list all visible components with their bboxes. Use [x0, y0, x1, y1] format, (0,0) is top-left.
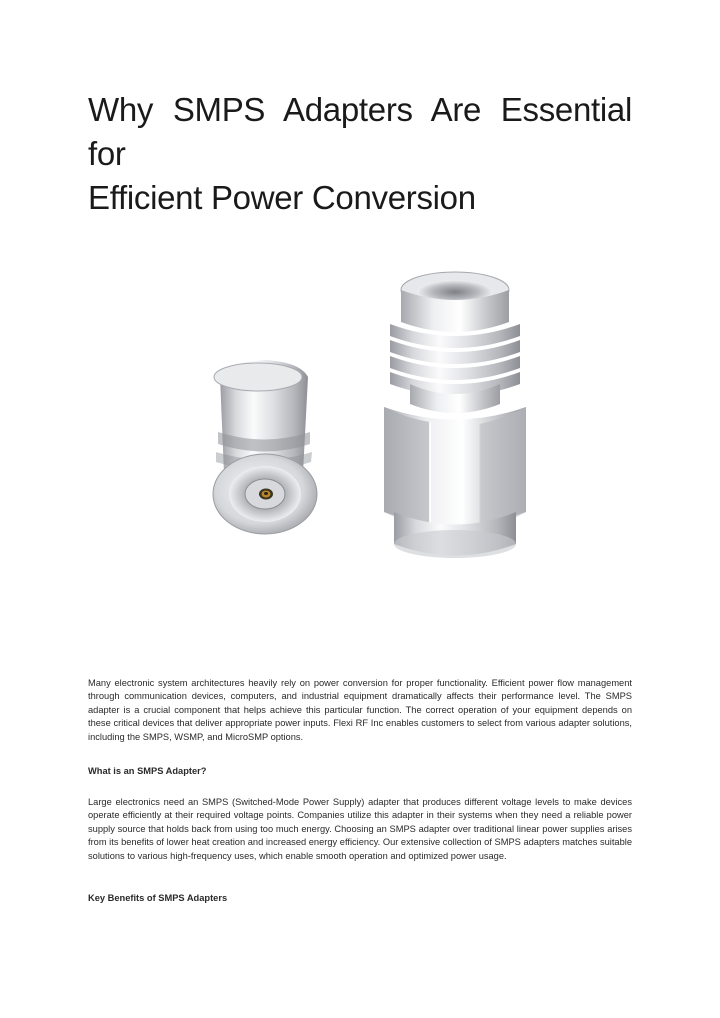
- section-heading-key-benefits: Key Benefits of SMPS Adapters: [88, 893, 228, 903]
- right-connector: [384, 272, 526, 558]
- title-line-2: Efficient Power Conversion: [88, 179, 476, 216]
- title-line-1: Why SMPS Adapters Are Essential for: [88, 91, 632, 172]
- page-title: [88, 88, 632, 220]
- section-paragraph-what-is: Large electronics need an SMPS (Switched-Mode Power Supply) adapter that produces different voltage levels to make devices operate efficiently at their required voltage points. Companies utilize this adapter in their systems when they need a reliable power supply source that holds back from using too much energy. Choosing an SMPS adapter over traditional linear power supplies arises from its benefits of lower heat creation and increased energy efficiency. Our extensive collection of SMPS adapters matches suitable solutions to various high-frequency uses, which enable smooth operation and optimized power usage.: [88, 797, 632, 861]
- left-connector: [213, 360, 317, 534]
- threads: [390, 324, 520, 396]
- smps-adapter-image: [180, 262, 540, 562]
- section-heading-what-is: What is an SMPS Adapter?: [88, 766, 207, 776]
- intro-paragraph: Many electronic system architectures heavily rely on power conversion for proper functionality. Efficient power flow management through communication devices, computers, and industrial equipment dramatically affects their performance level. The SMPS adapter is a crucial component that helps achieve this particular function. The correct operation of your equipment depends on these critical devices that deliver appropriate power inputs. Flexi RF Inc enables customers to select from various adapter solutions, including the SMPS, WSMP, and MicroSMP options.: [88, 678, 632, 742]
